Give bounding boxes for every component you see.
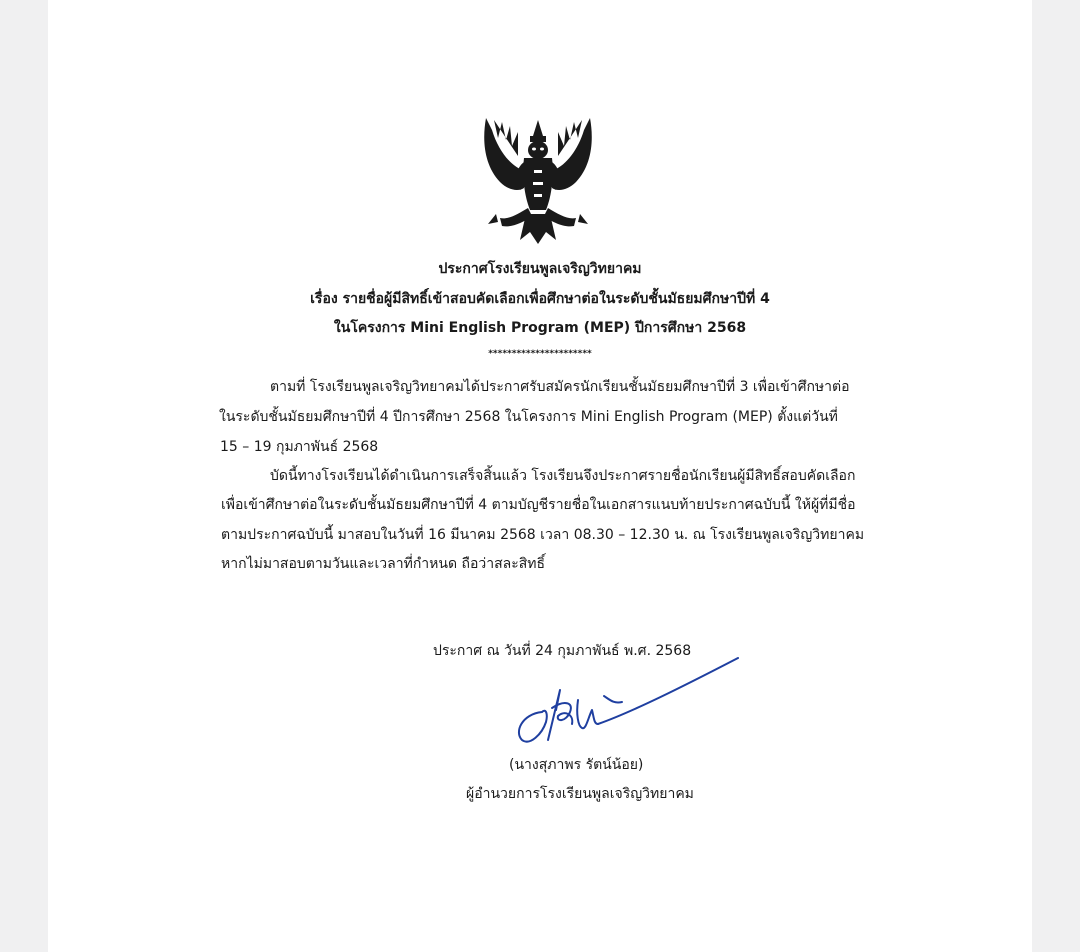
garuda-emblem-icon	[478, 110, 598, 245]
paragraph-1-line-2: ในระดับชั้นมัธยมศึกษาปีที่ 4 ปีการศึกษา 2568 ในโครงการ Mini English Program (MEP) ตั้งแต่วันที่	[219, 409, 838, 425]
signer-name: (นางสุภาพร รัตน์น้อย)	[509, 757, 644, 773]
paragraph-2-line-2: เพื่อเข้าศึกษาต่อในระดับชั้นมัธยมศึกษาปีที่ 4 ตามบัญชีรายชื่อในเอกสารแนบท้ายประกาศฉบับนี้ ให้ผู้ที่มีชื่อ	[221, 497, 856, 513]
announcement-date: ประกาศ ณ วันที่ 24 กุมภาพันธ์ พ.ศ. 2568	[433, 643, 692, 659]
paragraph-1-line-3: 15 – 19 กุมภาพันธ์ 2568	[220, 439, 379, 455]
paragraph-1-line-1: ตามที่ โรงเรียนพูลเจริญวิทยาคมได้ประกาศรับสมัครนักเรียนชั้นมัธยมศึกษาปีที่ 3 เพื่อเข้าศึกษาต่อ	[270, 379, 850, 395]
paragraph-2-line-1: บัดนี้ทางโรงเรียนได้ดำเนินการเสร็จสิ้นแล้ว โรงเรียนจึงประกาศรายชื่อนักเรียนผู้มีสิทธิ์สอบคัดเลือก	[270, 468, 856, 484]
paragraph-2-line-3: ตามประกาศฉบับนี้ มาสอบในวันที่ 16 มีนาคม 2568 เวลา 08.30 – 12.30 น. ณ โรงเรียนพูลเจริญวิทยาคม	[221, 527, 865, 543]
handwritten-signature-icon	[512, 652, 747, 747]
subject-line-2: ในโครงการ Mini English Program (MEP) ปีการศึกษา 2568	[333, 320, 747, 336]
paragraph-2-line-4: หากไม่มาสอบตามวันและเวลาที่กำหนด ถือว่าสละสิทธิ์	[221, 556, 546, 572]
subject-line-1: เรื่อง รายชื่อผู้มีสิทธิ์เข้าสอบคัดเลือกเพื่อศึกษาต่อในระดับชั้นมัธยมศึกษาปีที่ 4	[310, 291, 770, 307]
issuer-title: ประกาศโรงเรียนพูลเจริญวิทยาคม	[438, 261, 642, 277]
signer-position: ผู้อำนวยการโรงเรียนพูลเจริญวิทยาคม	[466, 786, 694, 802]
divider-stars: **********************	[488, 349, 592, 359]
